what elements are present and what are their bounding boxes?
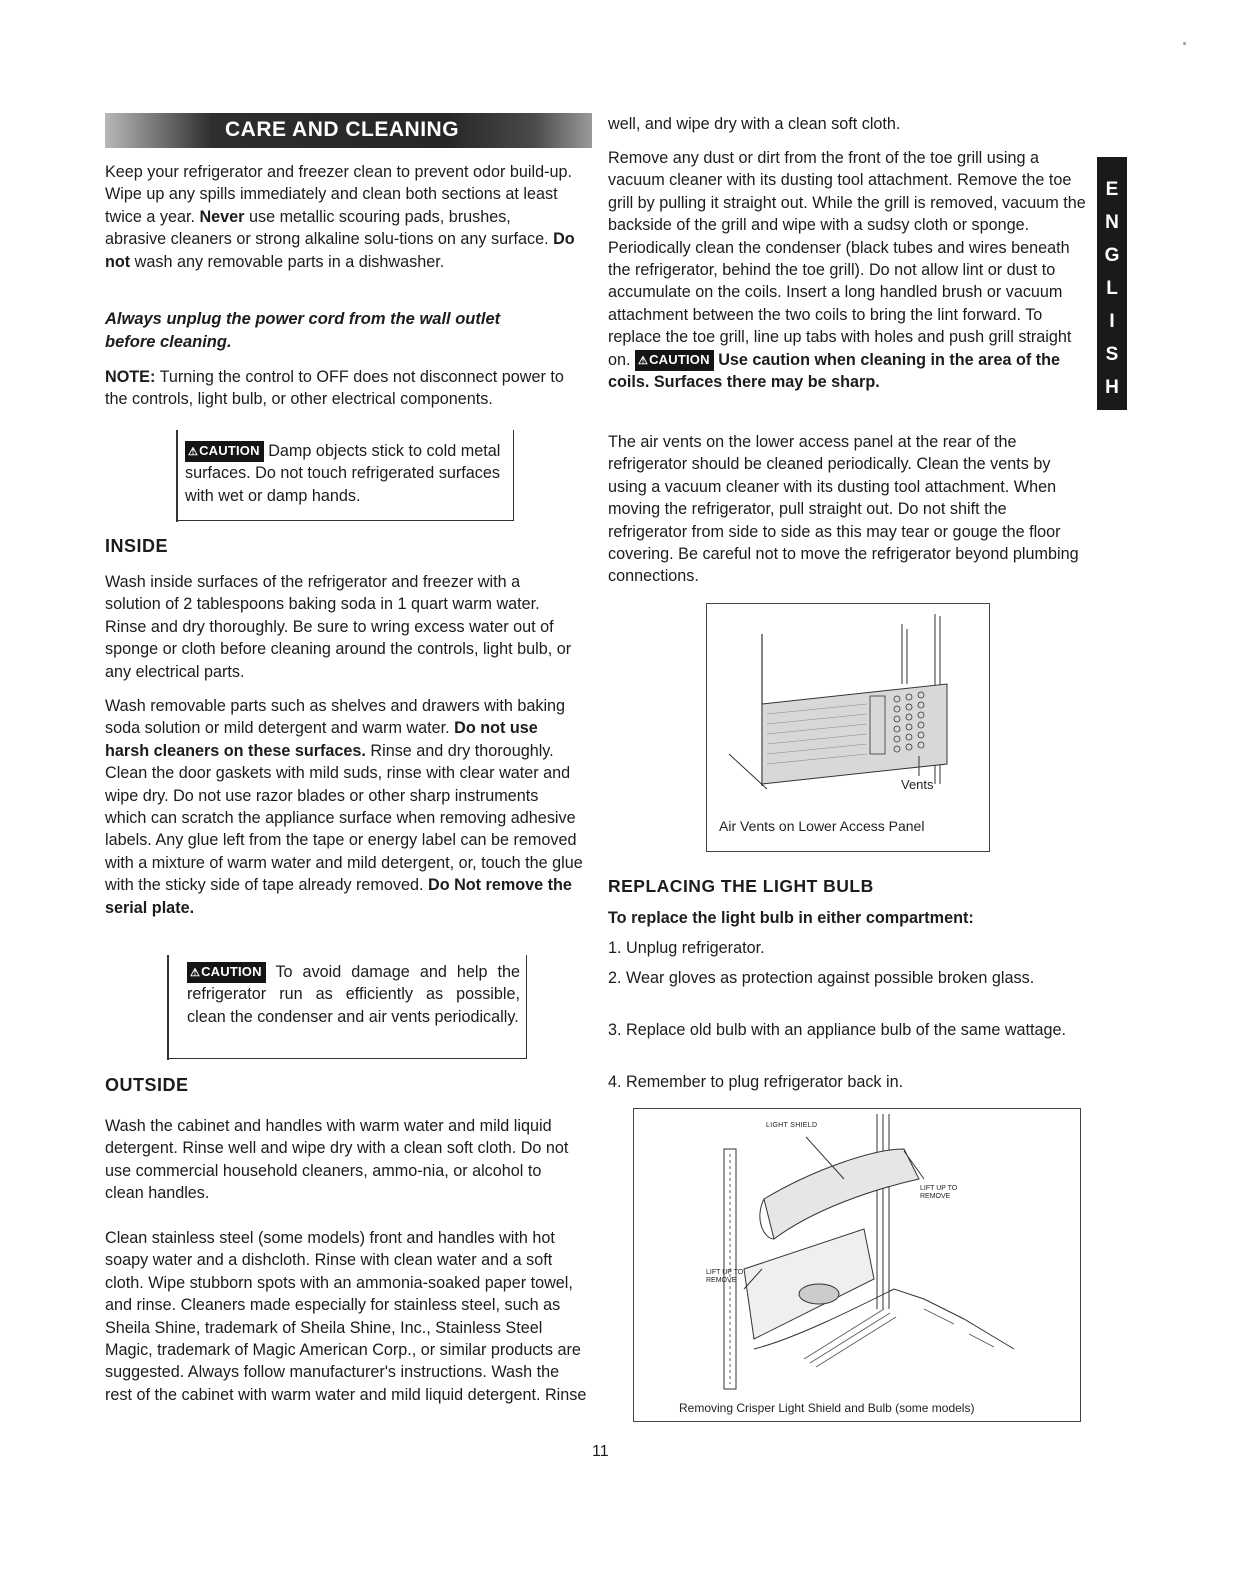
side-tab-letter: I — [1109, 311, 1115, 332]
section-title: CARE AND CLEANING — [225, 118, 460, 141]
step-1: 1. Unplug refrigerator. — [608, 939, 765, 957]
continued-text: well, and wipe dry with a clean soft cloth. — [608, 115, 901, 133]
air-vents-figure — [706, 603, 990, 852]
side-tab-letter: S — [1105, 344, 1119, 365]
outside-paragraph-2: Clean stainless steel (some models) front and handles with hot soapy water and a dishcloth. Rinse with clean water and a soft cloth. Wipe stubborn spots with an ammonia-soaked paper towel, and rinse. Cleaners made especially for stainless steel, such as Sheila Shine, trademark of Sheila Shine, Inc., Stainless Steel Magic, trademark of Magic American Corp., or similar products are suggested. Always follow manufacturer's instructions. Wash the rest of the cabinet with warm water and mild liquid detergent. Rinse — [105, 1229, 587, 1404]
air-vents-caption: Air Vents on Lower Access Panel — [719, 818, 925, 834]
air-vents-illustration — [707, 604, 989, 851]
side-tab-letter: N — [1105, 212, 1119, 233]
vents-label: Vents — [901, 777, 934, 792]
outside-heading: OUTSIDE — [105, 1075, 189, 1095]
caution-box-cold-surfaces — [176, 430, 514, 521]
step-4: 4. Remember to plug refrigerator back in. — [608, 1073, 904, 1091]
bulb-heading: REPLACING THE LIGHT BULB — [608, 876, 874, 896]
light-shield-label: LIGHT SHIELD — [766, 1122, 818, 1129]
toe-grill-paragraph: Remove any dust or dirt from the front of the toe grill using a vacuum cleaner with its dusting tool attachment. Remove the toe grill by pulling it straight out. While the grill is removed, vacuum the backside of the grill and wipe with a sudsy cloth or sponge. Periodically clean the condenser (black tubes and wires beneath the refrigerator, behind the toe grill). Do not allow lint or dust to accumulate on the coils. Insert a long handled brush or vacuum attachment between the two coils to bring the lint forward. To replace the toe grill, line up tabs with holes and push grill straight on. ⚠CAUTION Use caution when cleaning in the area of the coils. Surfaces there may be sharp. — [608, 149, 1086, 392]
warning-triangle-icon: ⚠ — [188, 446, 199, 458]
inside-paragraph-1: Wash inside surfaces of the refrigerator and freezer with a solution of 2 tablespoons baking soda in 1 quart warm water. Rinse and dry thoroughly. Be sure to wring excess water out of sponge or cloth before cleaning around the controls, light bulb, or any electrical parts. — [105, 573, 572, 681]
side-tab-letter: G — [1104, 245, 1120, 266]
note-paragraph: NOTE: Turning the control to OFF does not disconnect power to the controls, light bulb, or other electrical components. — [105, 368, 564, 409]
caution-label: ⚠CAUTION — [187, 962, 266, 983]
unplug-warning: Always unplug the power cord from the wall outlet before cleaning. — [105, 310, 501, 351]
side-tab-letter: H — [1105, 377, 1119, 398]
side-tab-letter: L — [1106, 278, 1118, 299]
caution-text: ⚠CAUTION To avoid damage and help the refrigerator run as efficiently as possible, clean the condenser and air vents periodically. — [187, 963, 520, 1026]
air-vents-paragraph: The air vents on the lower access panel at the rear of the refrigerator should be cleaned periodically. Clean the vents by using a vacuum cleaner with its dusting tool attachment. When moving the refrigerator, pull straight out. Do not shift the refrigerator from side to side as this may tear or gouge the floor covering. Be careful not to move the refrigerator beyond plumbing connections. — [608, 433, 1079, 586]
outside-paragraph-1: Wash the cabinet and handles with warm water and mild liquid detergent. Rinse well and wipe dry with a clean soft cloth. Do not use commercial household cleaners, ammo-nia, or alcohol to clean handles. — [105, 1117, 569, 1203]
caution-label: ⚠CAUTION — [185, 441, 264, 462]
inside-heading: INSIDE — [105, 536, 169, 556]
section-banner — [105, 113, 592, 148]
step-3: 3. Replace old bulb with an appliance bulb of the same wattage. — [608, 1021, 1067, 1039]
warning-triangle-icon: ⚠ — [638, 354, 649, 367]
inside-paragraph-2: Wash removable parts such as shelves and drawers with baking soda solution or mild detergent and warm water. Do not use harsh cleaners on these surfaces. Rinse and dry thoroughly. Clean the door gaskets with mild suds, rinse with clear water and wipe dry. Do not use razor blades or other sharp instruments which can scratch the appliance surface when removing adhesive labels. Any glue left from the tape or energy label can be removed with a mixture of warm water and mild detergent, or, touch the glue with the sticky side of tape already removed. Do Not remove the serial plate. — [105, 697, 583, 917]
step-2: 2. Wear gloves as protection against possible broken glass. — [608, 969, 1035, 987]
lift-up-label-right: LIFT UP TO REMOVE — [920, 1185, 958, 1200]
warning-triangle-icon: ⚠ — [190, 967, 201, 979]
side-tab-letter: E — [1105, 179, 1119, 200]
lift-up-label-left: LIFT UP TO REMOVE — [706, 1269, 744, 1284]
caution-box-condenser — [167, 955, 527, 1059]
caution-label: ⚠CAUTION — [635, 350, 714, 371]
scan-dot — [1183, 42, 1186, 45]
light-shield-caption: Removing Crisper Light Shield and Bulb (some models) — [679, 1401, 975, 1415]
page-number: 11 — [592, 1443, 609, 1460]
caution-text: ⚠CAUTION Damp objects stick to cold metal surfaces. Do not touch refrigerated surfaces with wet or damp hands. — [185, 442, 501, 505]
english-side-tab — [1097, 157, 1127, 410]
intro-paragraph: Keep your refrigerator and freezer clean to prevent odor build-up. Wipe up any spills immediately and clean both sections at least twice a year. Never use metallic scouring pads, brushes, abrasive cleaners or strong alkaline solu-tions on any surface. Do not wash any removable parts in a dishwasher. — [105, 163, 575, 271]
light-shield-illustration — [634, 1109, 1080, 1421]
light-shield-figure — [633, 1108, 1081, 1422]
bulb-subheading: To replace the light bulb in either compartment: — [608, 909, 974, 927]
